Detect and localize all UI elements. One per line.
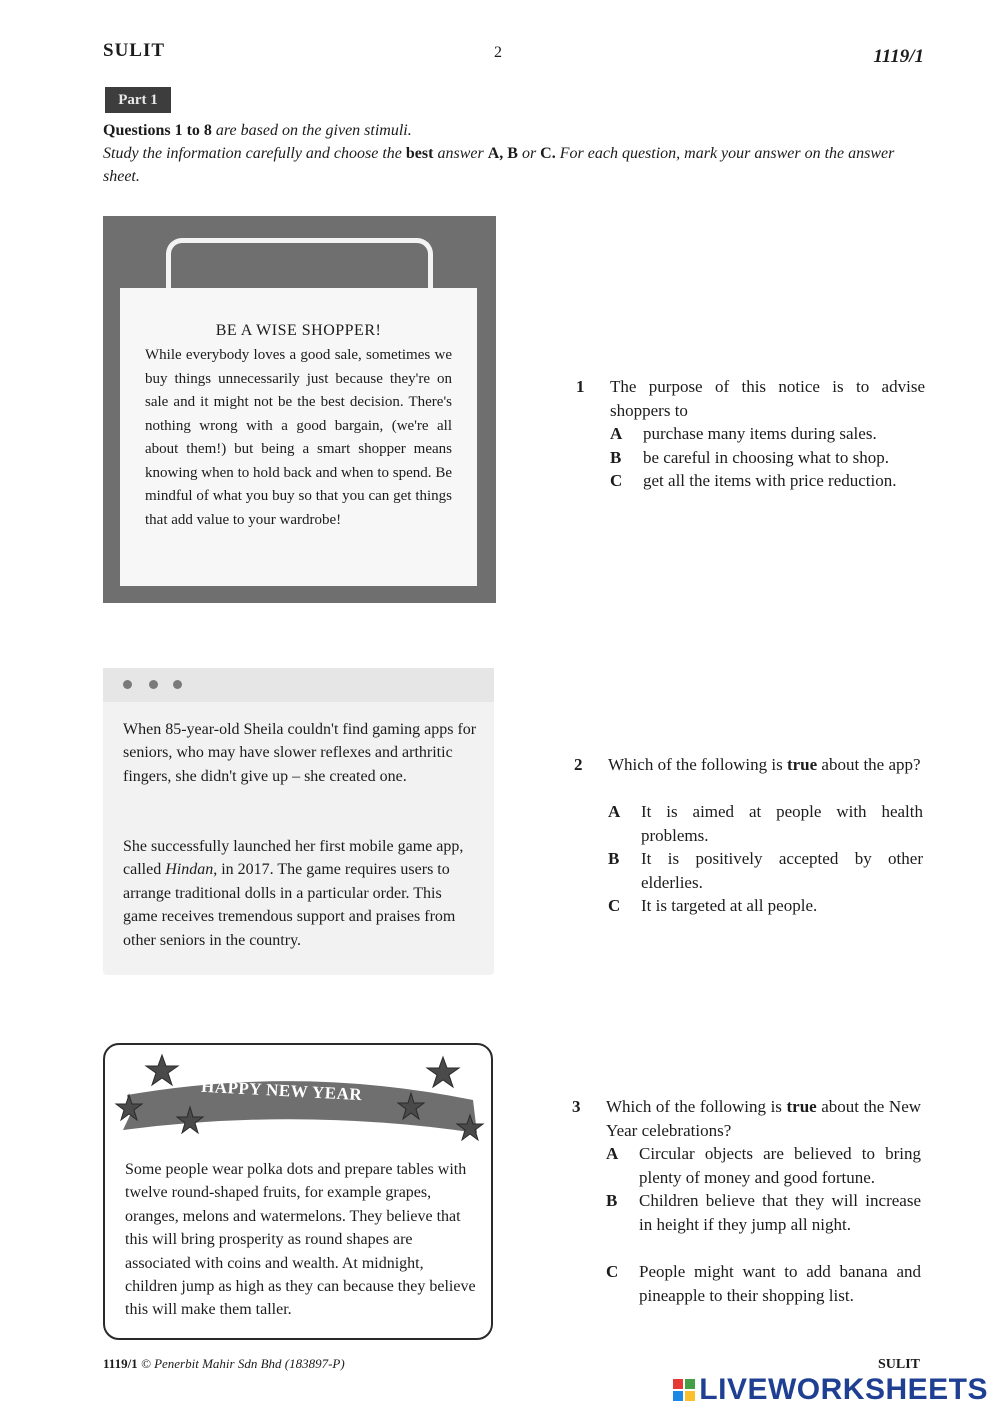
footer-copyright [103, 1356, 345, 1372]
stem-bold: true [786, 1097, 817, 1116]
window-dot-icon [123, 680, 132, 689]
instr-c: C. [540, 145, 556, 162]
option-text: purchase many items during sales. [643, 424, 877, 443]
instr-answer: answer [437, 145, 484, 162]
option-text: Circular objects are believed to bring plenty of money and good fortune. [639, 1144, 921, 1187]
instr-questions-range: Questions 1 to 8 [103, 122, 212, 139]
question-stem: The purpose of this notice is to advise shoppers to [610, 377, 925, 420]
instr-ab: A, B [487, 145, 518, 162]
liveworksheets-brand[interactable] [673, 1373, 988, 1407]
option-letter: B [608, 849, 620, 868]
footer-publisher: © Penerbit Mahir Sdn Bhd (183897-P) [140, 1356, 345, 1371]
option-letter: A [610, 424, 623, 443]
option-text: It is positively accepted by other elderlies. [641, 849, 923, 892]
window-dot-icon [173, 680, 182, 689]
question-stem [608, 753, 923, 777]
option-text: It is targeted at all people. [641, 896, 818, 915]
instructions [103, 119, 923, 188]
page-number: 2 [494, 44, 502, 61]
instr-best: best [405, 145, 434, 162]
option-letter: C [608, 896, 621, 915]
stimulus-article-card [103, 668, 494, 975]
app-name: Hindan [165, 861, 214, 879]
stem-a: Which of the following is [606, 1097, 782, 1116]
question-2 [574, 753, 924, 923]
stem-a: Which of the following is [608, 755, 783, 774]
question-number: 2 [574, 755, 583, 774]
paper-code: 1119/1 [873, 46, 924, 67]
option-letter: C [606, 1262, 619, 1281]
window-bar [103, 668, 494, 702]
footer-code: 1119/1 [103, 1356, 138, 1371]
question-3 [572, 1095, 924, 1310]
article-p2-a: She successfully launched her first mobile game app, called [123, 838, 464, 879]
article-paragraph-2 [123, 835, 478, 952]
window-dot-icon [149, 680, 158, 689]
instr-or: or [521, 145, 537, 162]
stem-b: about the New Year celebrations? [606, 1097, 922, 1140]
option-text: People might want to add banana and pineapple to their shopping list. [639, 1262, 921, 1305]
option-letter: C [610, 471, 623, 490]
option-letter: A [606, 1144, 619, 1163]
stimulus-notice [103, 216, 496, 603]
notice-paper [120, 288, 477, 586]
stem-b: about the app? [821, 755, 921, 774]
header-sulit: SULIT [103, 40, 166, 61]
star-icon [146, 1055, 178, 1085]
notice-title: BE A WISE SHOPPER! [215, 322, 382, 339]
option-text: Children believe that they will increase in height if they jump all night. [639, 1191, 921, 1234]
star-icon [427, 1057, 459, 1087]
article-p2-b: , in 2017. The game requires users to arrange traditional dolls in a particular order. This game receives tremendous support and praises from other seniors in the country. [123, 861, 456, 949]
option-letter: B [610, 447, 622, 467]
brand-name: LIVEWORKSHEETS [699, 1373, 988, 1406]
article-paragraph-1: When 85-year-old Sheila couldn't find gaming apps for seniors, who may have slower reflexes and arthritic fingers, she didn't give up – she created one. [123, 721, 477, 785]
option-text: It is aimed at people with health problems. [641, 802, 923, 845]
instr-line2a: Study the information carefully and choose the [103, 145, 402, 162]
instr-line1: are based on the given stimuli. [215, 122, 412, 139]
part-label: Part 1 [105, 87, 171, 113]
question-stem [606, 1095, 921, 1142]
liveworksheets-logo-icon [673, 1379, 695, 1401]
banner-text: HAPPY NEW YEAR [200, 1076, 363, 1105]
question-number: 1 [576, 377, 585, 396]
new-year-body: Some people wear polka dots and prepare tables with twelve round-shaped fruits, for example grapes, oranges, melons and watermelons. They believe that this will bring prosperity as round shapes are associated with coins and wealth. At midnight, children jump as high as they can because they believe this will make them taller. [125, 1161, 476, 1319]
option-text: be careful in choosing what to shop. [643, 447, 889, 467]
question-1 [576, 375, 926, 495]
stimulus-new-year [103, 1043, 493, 1340]
option-letter: A [608, 802, 621, 821]
stem-bold: true [786, 755, 818, 774]
notice-body: While everybody loves a good sale, sometimes we buy things unnecessarily just because they're on sale and it might not be the best decision. There's nothing wrong with a good bargain, (we're all about them!) but being a smart shopper means knowing when to hold back and when to spend. Be mindful of what you buy so that you can get things that add value to your wardrobe! [145, 347, 452, 528]
footer-sulit: SULIT [877, 1357, 920, 1372]
question-number: 3 [572, 1097, 581, 1116]
option-letter: B [606, 1191, 618, 1210]
instr-line2-rest: For each question, mark your answer on the answer sheet. [103, 145, 895, 185]
option-text: get all the items with price reduction. [643, 471, 897, 490]
